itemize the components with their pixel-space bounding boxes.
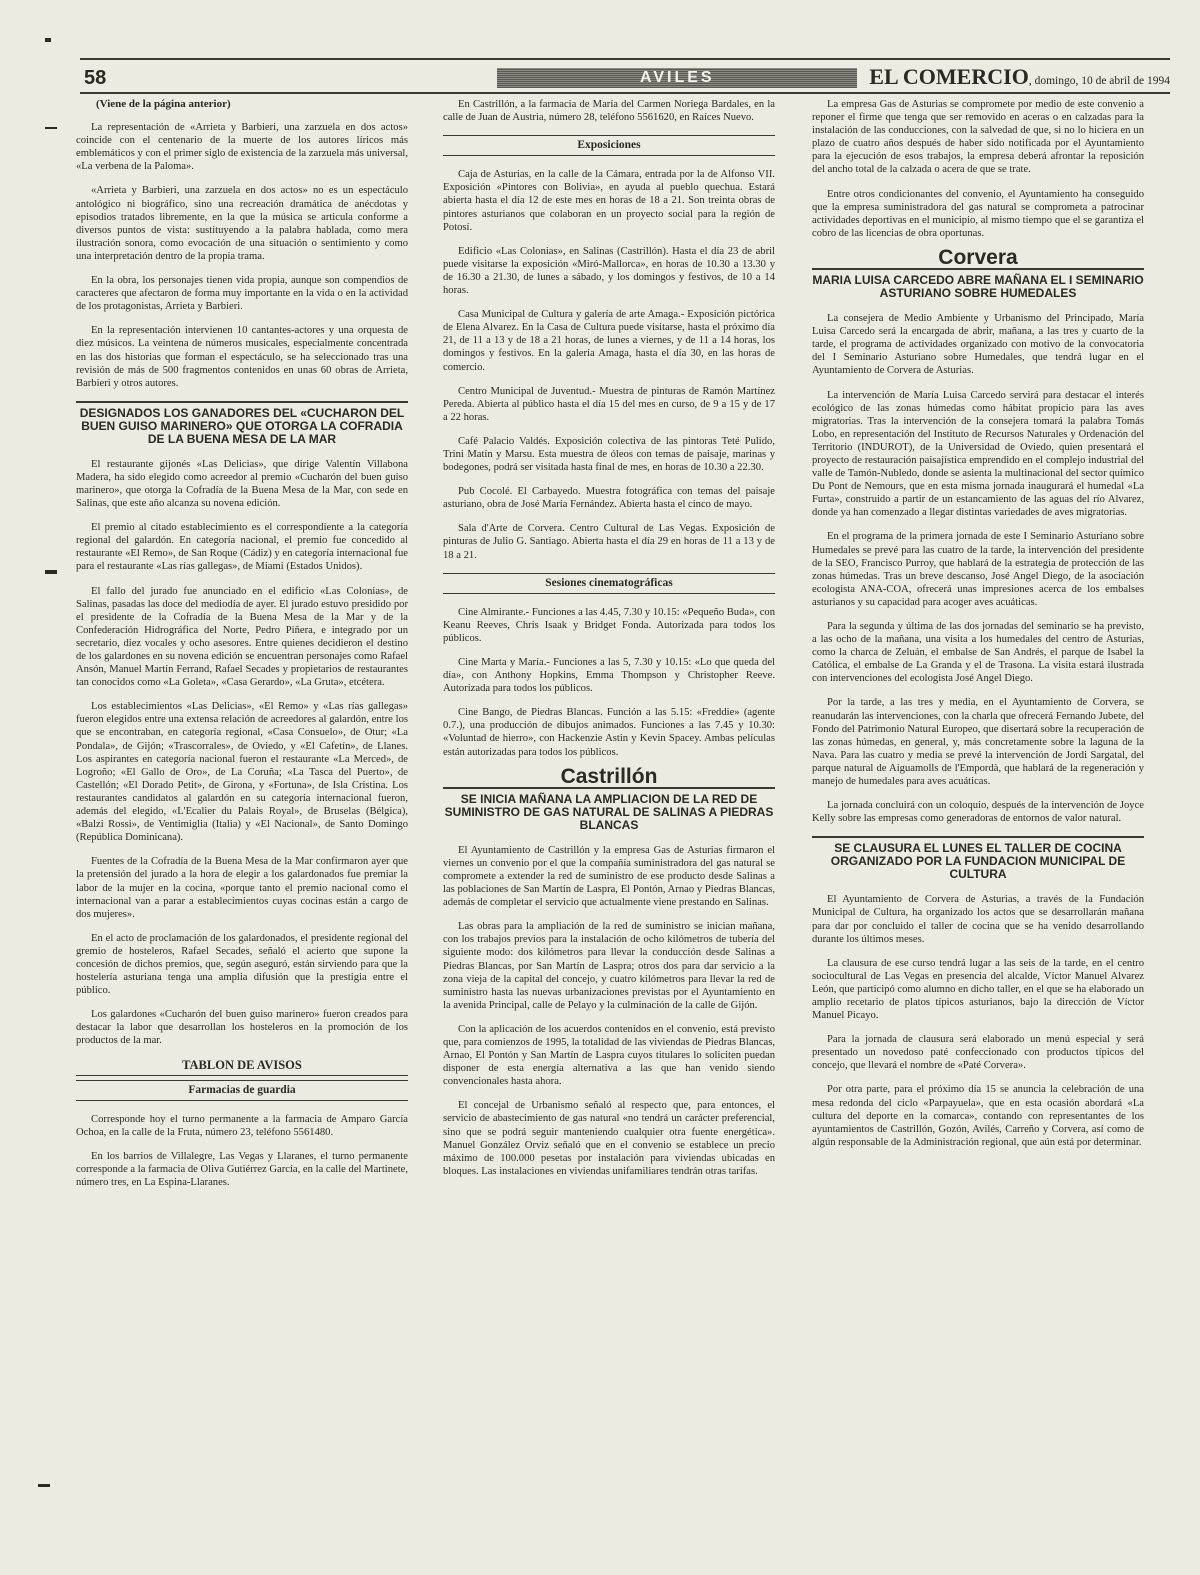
paragraph: En el programa de la primera jornada de este I Seminario Asturiano sobre Humedales se prevé para las cuatro de la tarde, la intervención del presidente de la SEO, Francisco Purroy, que hablará de la estrategia de protección de las zonas húmedas. Tras un breve descanso, José Angel Diego, de la asociación ecologista ANA-COA, ofrecerá unas impresiones acerca de los embalses asturianos y su capacidad para acoger aves acuáticas. — [812, 531, 1144, 608]
paragraph: Por otra parte, para el próximo día 15 se anuncia la celebración de una mesa redonda del ciclo «Parpayuela», que en esta ocasión abordará «La cultura del deporte en la comarca», contando con representantes de los ayuntamientos de Castrillón, Gozón, Avilés, Carreño y Corvera, así como de algún responsable de la Administración regional, que aún está por determinar. — [812, 1084, 1144, 1148]
section-subhead: Sesiones cinematográficas — [443, 573, 775, 594]
paragraph: Los establecimientos «Las Delicias», «El Remo» y «Las rías gallegas» fueron elegidos entre una extensa relación de acreedores al galardón, entre los que se encontraban, en categoría regional, «Casa Consuelo», de Otur; «La Pondala», de Gijón; «Trascorrales», de Oviedo, y «El Cafetín», de Llanes. Los aspirantes en categoría nacional fueron el restaurante «La Merced», de Logroño; «El Gallo de Oro», de La Coruña; «La Tasca del Puerto», de Castellón; «El Dorado Petit», de Girona, y «Fortuna», de Isla Cristina. Los restaurantes candidatos al galardón en su categoría internacional fueron, además del elegido, «L'Ecalier du Palais Royal», de Bruselas (Bélgica), «Balzi Rossi», de Ventimiglia (Italia) y «El Nacional», de Santo Domingo (República Dominicana). — [76, 701, 408, 844]
paragraph: La consejera de Medio Ambiente y Urbanismo del Principado, María Luisa Carcedo será la encargada de abrir, mañana, a las tres y cuarto de la tarde, el programa de actividades organizado con motivo de la convocatoria del I Seminario Asturiano sobre Humedales, que tendrá lugar en el Ayuntamiento de Corvera de Asturias. — [812, 313, 1144, 377]
paragraph: Con la aplicación de los acuerdos contenidos en el convenio, está previsto que, para comienzos de 1995, la totalidad de las viviendas de Piedras Blancas, Arnao, El Pontón y San Martín de Laspra cuyos titulares lo soliciten puedan disponer de esta energía alternativa a las que han venido siendo convencionales hasta ahora. — [443, 1023, 775, 1088]
paragraph: La representación de «Arrieta y Barbieri, una zarzuela en dos actos» coincide con el centenario de la muerte de los autores líricos más emblemáticos y con el primer siglo de existencia de la zarzuela más universal, «La verbena de la Paloma». — [76, 122, 408, 173]
paragraph: El concejal de Urbanismo señaló al respecto que, para entonces, el servicio de abastecimiento de gas natural «no tendrá un carácter preferencial, sino que se podrá seguir manteniendo cualquier otra fuente energética». Manuel González Orviz señaló que en el convenio se establece un precio máximo de 100.000 pesetas por instalación para viviendas ubicadas en bloques. Las instalaciones en viviendas unifamiliares tendrán otras tarifas. — [443, 1100, 775, 1177]
paragraph: Para la segunda y última de las dos jornadas del seminario se ha previsto, a las ocho de la mañana, una visita a los humedales del centro de Asturias, como la charca de Zeluán, el embalse de San Andrés, el parque de Isabel la Católica, el embalse de La Granda y el de Trasona. La visita estará ilustrada con intervenciones del ecologista José Angel Diego. — [812, 621, 1144, 685]
paragraph: Entre otros condicionantes del convenio, el Ayuntamiento ha conseguido que la empresa suministradora del gas natural se comprometa a patrocinar actividades deportivas en el municipio, al mismo tiempo que el se garantiza el cobro de las licencias de obra oportunas. — [812, 188, 1144, 239]
paragraph: Sala d'Arte de Corvera. Centro Cultural de Las Vegas. Exposición de pinturas de Julio G. Santiago. Abierta hasta el día 29 en horas de 11 a 13 y de 18 a 21. — [443, 523, 775, 561]
paragraph: Para la jornada de clausura será elaborado un menú especial y será presentado un novedoso paté confeccionado con productos típicos del concejo, que llevará el nombre de «Paté Corvera». — [812, 1034, 1144, 1072]
page-header — [80, 58, 1170, 94]
paragraph: Pub Cocolé. El Carbayedo. Muestra fotográfica con temas del paisaje asturiano, obra de José María Fernández. Abierta hasta el cinco de mayo. — [443, 486, 775, 511]
paragraph: En Castrillón, a la farmacia de María del Carmen Noriega Bardales, en la calle de Juan de Austria, número 28, teléfono 5561620, en Raíces Nuevo. — [443, 99, 775, 124]
column-3 — [812, 98, 1144, 1160]
margin-mark — [45, 570, 57, 574]
paragraph: El restaurante gijonés «Las Delicias», que dirige Valentín Villabona Madera, ha sido elegido como acreedor al premio «Cucharón del buen guiso marinero», que otorga la Cofradía de la Buena Mesa de la Mar, con sede en Salinas, que este año alcanza su novena edición. — [76, 458, 408, 510]
town-heading: Castrillón — [560, 764, 658, 788]
paragraph: El Ayuntamiento de Corvera de Asturias, a través de la Fundación Municipal de Cultura, ha organizado los actos que se desarrollarán mañana para dar por concluido el taller de cocina que se ha venido desarrollando durante los últimos meses. — [812, 894, 1144, 945]
paragraph: Cine Almirante.- Funciones a las 4.45, 7.30 y 10.15: «Pequeño Buda», con Keanu Reeves, Chris Isaak y Bridget Fonda. Autorizada para todos los públicos. — [443, 606, 775, 644]
paragraph: El Ayuntamiento de Castrillón y la empresa Gas de Asturias firmaron el viernes un convenio por el que la compañía suministradora del gas natural se compromete a extender la red de suministro de ese producto desde Salinas a las poblaciones de San Martín de Laspra, El Pontón, Arnao y Piedras Blancas, además de completar el servicio que actualmente viene prestando en Salinas. — [443, 844, 775, 909]
paragraph: La clausura de ese curso tendrá lugar a las seis de la tarde, en el centro sociocultural de Las Vegas en presencia del alcalde, Víctor Manuel Alvarez León, que participó como alumno en dicho taller, en el que se ha elaborado un amplio recetario de platos típicos asturianos, bajo la dirección de Víctor Manuel Picayo. — [812, 957, 1144, 1022]
article-headline: SE INICIA MAÑANA LA AMPLIACION DE LA RED DE SUMINISTRO DE GAS NATURAL DE SALINAS A PIEDRAS BLANCAS — [443, 787, 775, 832]
paragraph: La empresa Gas de Asturias se compromete por medio de este convenio a reponer el firme que tenga que ser removido en aceras o en calzadas para la instalación de las conducciones, con la salvedad de que, si no lo hiciera en un plazo de cuatro años después de haber sido notificada por el Ayuntamiento para la ejecución de esos trabajos, la empresa deberá afrontar la reposición del ancho total de la calzada o acera de que se trate. — [812, 99, 1144, 176]
paragraph: En los barrios de Villalegre, Las Vegas y Llaranes, el turno permanente corresponde a la farmacia de Oliva Gutiérrez García, en la calle del Martinete, número tres, en La Espina-Llaranes. — [76, 1150, 408, 1189]
paragraph: Café Palacio Valdés. Exposición colectiva de las pintoras Teté Pulido, Trini Matín y Marsu. Esta muestra de óleos con temas de paisaje, marinas y bodegones, podrá ser visitada hasta final de mes, en horas de 10.30 a 22.30. — [443, 435, 775, 474]
masthead — [869, 64, 1170, 92]
paragraph: La jornada concluirá con un coloquio, después de la intervención de Joyce Kelly sobre las empresas como generadoras de entornos de valor natural. — [812, 800, 1144, 825]
paragraph: El premio al citado establecimiento es el correspondiente a la categoría regional del galardón. En categoría nacional, el premio fue concedido al restaurante «El Remo», de San Roque (Cádiz) y en categoría internacional fue para el restaurante «Las rías gallegas», de Miami (Estados Unidos). — [76, 522, 408, 573]
margin-mark — [45, 127, 57, 129]
issue-date: , domingo, 10 de abril de 1994 — [1028, 75, 1170, 87]
section-band — [497, 68, 857, 88]
margin-mark — [45, 38, 51, 42]
section-subhead: Exposiciones — [443, 135, 775, 156]
paragraph: Cine Bango, de Piedras Blancas. Función a las 5.15: «Freddie» (agente 0.7.), una producción de dibujos animados. Funciones a las 7.45 y 10.30: «Voluntad de hierro», con Hackenzie Astin y Kevin Spacey. Ambas películas están autorizadas para todos los públicos. — [443, 707, 775, 758]
article-headline: DESIGNADOS LOS GANADORES DEL «CUCHARON DEL BUEN GUISO MARINERO» QUE OTORGA LA COFRADIA DE LA BUENA MESA DE LA MAR — [76, 401, 408, 446]
column-1 — [76, 98, 408, 1200]
newspaper-name: EL COMERCIO — [869, 64, 1029, 89]
margin-mark — [38, 1484, 50, 1487]
column-2 — [443, 98, 775, 1189]
paragraph: En la representación intervienen 10 cantantes-actores y una orquesta de diez músicos. La veintena de números musicales, especialmente concentrada en las dos historias que forman el espectáculo, se ha seleccionado tras una revisión de más de 500 fragmentos contenidos en unas 60 obras de Arrieta, Barbieri y otros autores. — [76, 325, 408, 389]
continued-note: (Viene de la página anterior) — [96, 98, 231, 110]
paragraph: El fallo del jurado fue anunciado en el edificio «Las Colonias», de Salinas, pasadas las doce del mediodía de ayer. El jurado estuvo presidido por el presidente de la Cofradía de la Buena Mesa de la Mar y de la Confederación Hidrográfica del Norte, Pedro Piñera, e integrado por un secretario, diez vocales y ocho asesores. Entre quienes decidieron el destino de los galardones en su novena edición se encuentran personajes como Rafael Ansón, Manuel Martín Ferrand, Rafael Secades y propietarios de restaurantes tan conocidos como «La Goleta», «Casa Gerardo», «La Gruta», etcétera. — [76, 585, 408, 689]
paragraph: Corresponde hoy el turno permanente a la farmacia de Amparo García Ochoa, en la calle de la Fruta, número 23, teléfono 5561480. — [76, 1113, 408, 1138]
article-headline: SE CLAUSURA EL LUNES EL TALLER DE COCINA ORGANIZADO POR LA FUNDACION MUNICIPAL DE CULTURA — [812, 836, 1144, 881]
section-title: AVILES — [639, 69, 715, 86]
paragraph: Casa Municipal de Cultura y galería de arte Amaga.- Exposición pictórica de Elena Alvarez. En la Casa de Cultura puede visitarse, hasta el próximo día 21, de 11 a 13 y de 18 a 21 horas, de lunes a viernes, y de 11 a 14 horas, los domingos y festivos. En la galería Amaga, hasta el día 30, en las horas de comercio. — [443, 309, 775, 373]
paragraph: En el acto de proclamación de los galardonados, el presidente regional del gremio de hosteleros, Rafael Secades, señaló el acierto que supone la concesión de dichos premios, que, según aseguró, están sirviendo para que la hostelería asturiana tenga una amplia difusión que la prestigia entre el público. — [76, 932, 408, 997]
article-headline: MARIA LUISA CARCEDO ABRE MAÑANA EL I SEMINARIO ASTURIANO SOBRE HUMEDALES — [812, 268, 1144, 300]
page-number: 58 — [84, 67, 107, 89]
paragraph: Los galardones «Cucharón del buen guiso marinero» fueron creados para destacar la labor que desarrollan los hosteleros en la promoción de los productos de la mar. — [76, 1009, 408, 1047]
paragraph: La intervención de María Luisa Carcedo servirá para destacar el interés ecológico de las zonas húmedas como hábitat propicio para las aves migratorias. Tras la intervención de la consejera tomará la palabra Tomás Lobo, en representación del Instituto de Recursos Naturales y Ordenación del Territorio (INDUROT), de la Universidad de Oviedo, quien presentará el proyecto de restauración paisajística emprendido en el complejo industrial del valle de Tamón-Nubledo, donde se asienta la multinacional del sector químico Du Pont de Nemours, que en esta misma jornada inaugurará el humedal «La Furta», construido a partir de un estancamiento de las aguas del río Alvarez, donde ya han comenzado a llegar distintas variedades de aves migratorias. — [812, 389, 1144, 519]
paragraph: Centro Municipal de Juventud.- Muestra de pinturas de Ramón Martínez Pereda. Abierta al público hasta el día 15 del mes en curso, de 9 a 15 y de 17 a 22 horas. — [443, 385, 775, 423]
paragraph: Cine Marta y María.- Funciones a las 5, 7.30 y 10.15: «Lo que queda del día», con Anthony Hopkins, Emma Thompson y Christopher Reeve. Autorizada para todos los públicos. — [443, 657, 775, 695]
paragraph: En la obra, los personajes tienen vida propia, aunque son compendios de caracteres que afectaron de forma muy importante en la vida o en la actividad de los protagonistas, Arrieta y Barbieri. — [76, 275, 408, 313]
paragraph: Las obras para la ampliación de la red de suministro se inician mañana, con los trabajos previos para la instalación de ocho kilómetros de tubería del siguiente modo: dos kilómetros para llevar la conducción desde Salinas a Piedras Blancas, por San Martín de Laspra; otros dos para dar servicio a la zona vieja de la capital del concejo, y cuatro kilómetros para llevar la red de suministro hasta las nuevas urbanizaciones previstas por el Ayuntamiento en la avenida Principal, calle de Pelayo y la culminación de la calle de Gijón. — [443, 921, 775, 1011]
notice-board-title: TABLON DE AVISOS — [76, 1059, 408, 1076]
paragraph: Fuentes de la Cofradía de la Buena Mesa de la Mar confirmaron ayer que la pretensión del jurado a la hora de elegir a los galardonados fue premiar la labor de la mujer en la cocina, «porque tanto el premio nacional como el internacional van a parar a establecimientos cuyas cocinas están a cargo de dos mujeres». — [76, 856, 408, 920]
paragraph: Edificio «Las Colonias», en Salinas (Castrillón). Hasta el día 23 de abril puede visitarse la exposición «Miró-Mallorca», en horas de 10.30 a 13.30 y de 16.30 a 21.30, de lunes a sábado, y los domingos y festivos, de 10 a 14 horas. — [443, 245, 775, 297]
town-heading: Corvera — [938, 245, 1018, 269]
section-subhead: Farmacias de guardia — [76, 1080, 408, 1101]
paragraph: Por la tarde, a las tres y media, en el Ayuntamiento de Corvera, se reanudarán las intervenciones, con la charla que ofrecerá Fernando Jubete, del Fondo del Patrimonio Natural Europeo, que disertará sobre la recuperación de las zonas húmedas, en general, y, más concretamente sobre la laguna de la Nava. Para las cuatro y media se prevé la intervención de Jordi Sargatal, del parque natural de Aiguamolls de l'Empordà, que hablará de la regeneración y manejo de humedales para aves acuáticas. — [812, 697, 1144, 788]
paragraph: Caja de Asturias, en la calle de la Cámara, entrada por la de Alfonso VII. Exposición «Pintores con Bolivia», en ayuda al pueblo quechua. Estará abierta hasta el día 12 de este mes en horas de 18 a 21. Son treinta obras de pintores asturianos que colaboran en un proyecto social para la región de Potosí. — [443, 169, 775, 233]
paragraph: «Arrieta y Barbieri, una zarzuela en dos actos» no es un espectáculo antológico ni biográfico, sino una recreación dramática de anécdotas y episodios tratados libremente, en la que la música se articula conforme a diversos puntos de vista: sustituyendo a la palabra hablada, como mera ilustración sonora, como evocación de una situación o sentimiento y como una interpretación dentro de la propia trama. — [76, 185, 408, 262]
